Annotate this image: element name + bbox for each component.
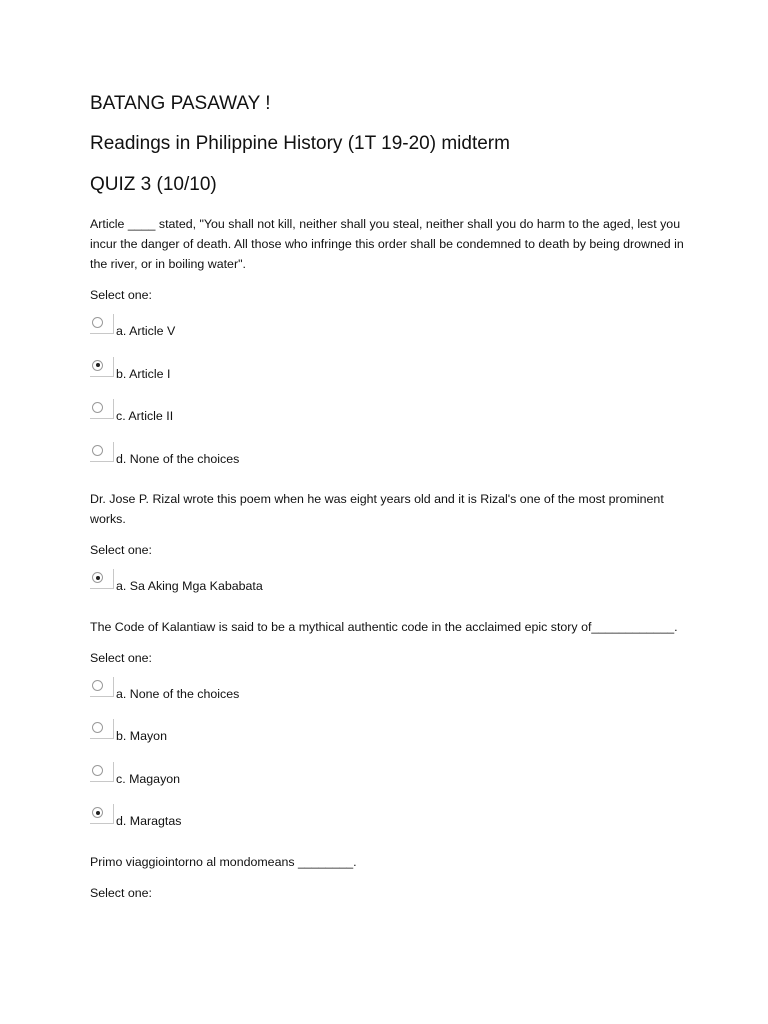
question-block [90,214,690,486]
option-label: a. None of the choices [116,686,240,701]
question-text: Primo viaggiointorno al mondomeans ________. [90,854,357,869]
answer-option[interactable] [90,571,690,614]
question-text: Article ____ stated, "You shall not kill, neither shall you steal, neither shall you do harm to the aged, lest you incur the danger of death. All those who infringe this order shall be condemned to death by being drowned in the river, or in boiling water". [90,217,684,271]
option-list [90,679,690,849]
radio-unselected-icon[interactable] [92,317,103,328]
option-label: d. Maragtas [116,814,182,828]
radio-selected-icon[interactable] [92,572,103,583]
option-label: a. Sa Aking Mga Kababata [116,579,263,593]
quiz-title: QUIZ 3 (10/10) [90,174,217,195]
answer-option[interactable] [90,401,690,444]
question-list [90,214,690,902]
option-list [90,571,690,614]
radio-unselected-icon[interactable] [92,722,103,733]
question-block [90,489,690,614]
option-label: c. Magayon [116,771,181,786]
answer-option[interactable] [90,444,690,487]
answer-option[interactable] [90,316,690,359]
radio-unselected-icon[interactable] [92,402,103,413]
option-list [90,316,690,486]
radio-selected-icon[interactable] [92,807,103,818]
document-title: BATANG PASAWAY ! [90,93,271,114]
select-one-label: Select one: [90,543,152,557]
course-title: Readings in Philippine History (1T 19-20) midterm [90,133,510,154]
answer-option[interactable] [90,764,690,807]
option-label: a. Article V [116,324,176,338]
select-one-label: Select one: [90,288,152,302]
answer-option[interactable] [90,359,690,402]
option-label: b. Mayon [116,729,167,743]
radio-unselected-icon[interactable] [92,765,103,776]
question-block [90,852,690,902]
answer-option[interactable] [90,806,690,849]
select-one-label: Select one: [90,885,152,900]
question-text: The Code of Kalantiaw is said to be a mythical authentic code in the acclaimed epic story of____________. [90,619,678,634]
option-label: c. Article II [116,409,174,423]
option-label: d. None of the choices [116,451,240,466]
radio-selected-icon[interactable] [92,360,103,371]
question-block [90,617,690,849]
quiz-document [90,92,690,914]
answer-option[interactable] [90,721,690,764]
radio-unselected-icon[interactable] [92,680,103,691]
select-one-label: Select one: [90,650,152,665]
option-label: b. Article I [116,366,171,381]
question-text: Dr. Jose P. Rizal wrote this poem when he was eight years old and it is Rizal's one of the most prominent works. [90,492,664,526]
answer-option[interactable] [90,679,690,722]
radio-unselected-icon[interactable] [92,445,103,456]
